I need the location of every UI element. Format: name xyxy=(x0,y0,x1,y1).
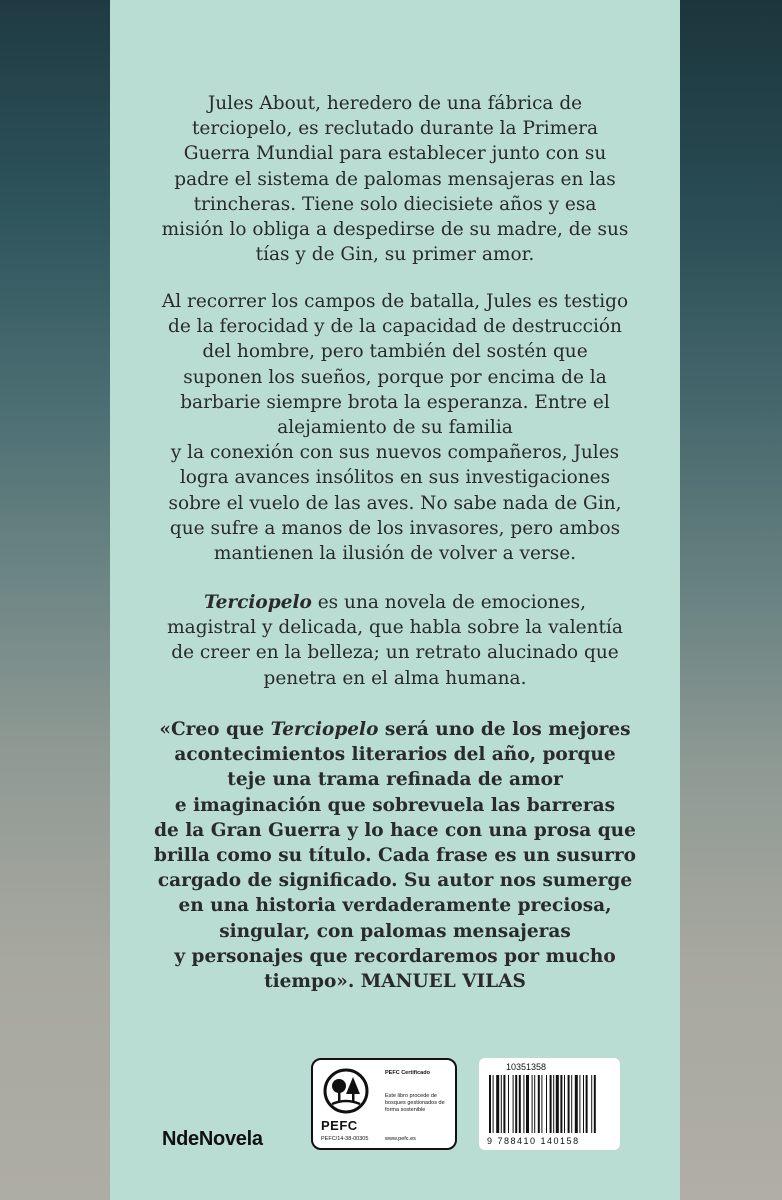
text-line: barbarie siempre brota la esperanza. Entre el xyxy=(180,391,610,413)
barcode-bar xyxy=(594,1075,596,1133)
barcode-bar xyxy=(550,1075,552,1133)
publisher-logo-part: Nde xyxy=(162,1128,199,1150)
text-line: que sufre a manos de los invasores, pero ambos xyxy=(169,517,621,539)
text-line xyxy=(110,717,680,742)
text-line: acontecimientos literarios del año, porque xyxy=(174,744,616,766)
text-line: Jules About, heredero de una fábrica de xyxy=(207,93,583,114)
barcode-bar xyxy=(586,1075,588,1133)
text-line: alejamiento de su familia xyxy=(277,417,513,439)
barcode-bar xyxy=(571,1075,572,1133)
text-line: e imaginación que sobrevuela las barreras xyxy=(174,794,616,816)
text-line: padre el sistema de palomas mensajeras en las xyxy=(174,168,616,190)
text-line: cargado de significado. Su autor nos sumerge xyxy=(157,870,633,892)
barcode-bar xyxy=(556,1075,559,1133)
barcode-bar xyxy=(523,1075,524,1133)
barcode-bar xyxy=(553,1075,554,1133)
cover-background-left xyxy=(0,0,110,1200)
text-line: de la ferocidad y de la capacidad de destrucción xyxy=(168,316,622,338)
text-fragment: «Creo que xyxy=(159,719,271,740)
text-line: y personajes que recordaremos por mucho xyxy=(174,945,616,967)
barcode-bar xyxy=(515,1075,517,1133)
review-quote xyxy=(110,717,680,994)
barcode-bar xyxy=(541,1075,542,1133)
barcode-bar xyxy=(508,1075,509,1133)
barcode-bar xyxy=(501,1075,502,1133)
barcode-bars-icon xyxy=(487,1075,612,1135)
barcode-bar xyxy=(503,1075,505,1133)
cover-background-right xyxy=(680,0,782,1200)
text-line: magistral y delicada, que habla sobre la valentía xyxy=(167,617,623,639)
text-line: suponen los sueños, porque por encima de la xyxy=(183,366,607,388)
book-title-italic: Terciopelo xyxy=(203,592,312,613)
isbn-barcode-box xyxy=(479,1058,620,1150)
barcode-bar xyxy=(526,1075,529,1133)
synopsis-paragraph-1 xyxy=(110,91,680,267)
text-line xyxy=(110,590,680,615)
text-line: mantienen la ilusión de volver a verse. xyxy=(213,543,577,565)
barcode-bar xyxy=(560,1075,562,1133)
text-line: de creer en la belleza; un retrato alucinado que xyxy=(171,642,619,664)
pefc-certification-box xyxy=(311,1058,457,1150)
text-line: teje una trama refinada de amor xyxy=(227,769,563,791)
publisher-logo xyxy=(162,1128,263,1151)
barcode-bar xyxy=(534,1075,535,1133)
barcode-bar xyxy=(513,1075,514,1133)
book-title-italic: Terciopelo xyxy=(270,719,379,740)
text-line: Guerra Mundial para establecer junto con su xyxy=(183,143,607,165)
synopsis-paragraph-2 xyxy=(110,289,680,566)
text-line: de la Gran Guerra y lo hace con una prosa que xyxy=(154,819,636,841)
pefc-title: PEFC Certificado xyxy=(385,1070,430,1076)
text-fragment: es una novela de emociones, xyxy=(311,592,587,613)
back-cover-panel xyxy=(110,0,680,1200)
barcode-bar xyxy=(538,1075,540,1133)
barcode-bar xyxy=(489,1075,491,1133)
text-line: trincheras. Tiene solo diecisiete años y esa xyxy=(193,193,597,215)
text-line: tías y de Gin, su primer amor. xyxy=(255,244,535,266)
summary-paragraph xyxy=(110,590,680,691)
text-line: y la conexión con sus nuevos compañeros, Jules xyxy=(170,442,620,464)
barcode-bar xyxy=(583,1075,584,1133)
pefc-mark: PEFC xyxy=(321,1118,358,1133)
barcode-isbn-number: 9 788410 140158 xyxy=(487,1136,580,1146)
text-line: del hombre, pero también del sostén que xyxy=(202,341,588,363)
barcode-bar xyxy=(579,1075,580,1133)
text-line: penetra en el alma humana. xyxy=(263,667,527,689)
text-line: sobre el vuelo de las aves. No sabe nada de Gin, xyxy=(168,492,622,514)
barcode-bar xyxy=(493,1075,494,1133)
barcode-bar xyxy=(532,1075,533,1133)
barcode-bar xyxy=(519,1075,521,1133)
publisher-logo-part: Novela xyxy=(198,1128,263,1150)
pefc-tree-icon xyxy=(323,1068,369,1114)
barcode-top-number: 10351358 xyxy=(506,1062,547,1072)
barcode-bar xyxy=(564,1075,565,1133)
text-fragment: será uno de los mejores xyxy=(378,719,631,740)
barcode-bar xyxy=(591,1075,592,1133)
barcode-bar xyxy=(546,1075,547,1133)
text-line: en una historia verdaderamente preciosa, xyxy=(178,895,612,917)
barcode-bar xyxy=(568,1075,570,1133)
pefc-description: Este libro procede de bosques gestionados de forma sostenible xyxy=(385,1093,445,1113)
text-line: terciopelo, es reclutado durante la Primera xyxy=(191,118,599,140)
pefc-code: PEFC/14-38-00305 xyxy=(321,1136,369,1142)
text-line: misión lo obliga a despedirse de su madre, de sus xyxy=(161,219,629,241)
pefc-url: www.pefc.es xyxy=(385,1136,416,1142)
barcode-bar xyxy=(575,1075,578,1133)
text-line: Al recorrer los campos de batalla, Jules es testigo xyxy=(161,291,629,312)
barcode-bar xyxy=(496,1075,499,1133)
text-line: tiempo». MANUEL VILAS xyxy=(264,971,526,993)
text-line: singular, con palomas mensajeras xyxy=(219,920,571,942)
text-line: brilla como su título. Cada frase es un susurro xyxy=(154,845,636,867)
text-line: logra avances insólitos en sus investigaciones xyxy=(179,467,611,489)
